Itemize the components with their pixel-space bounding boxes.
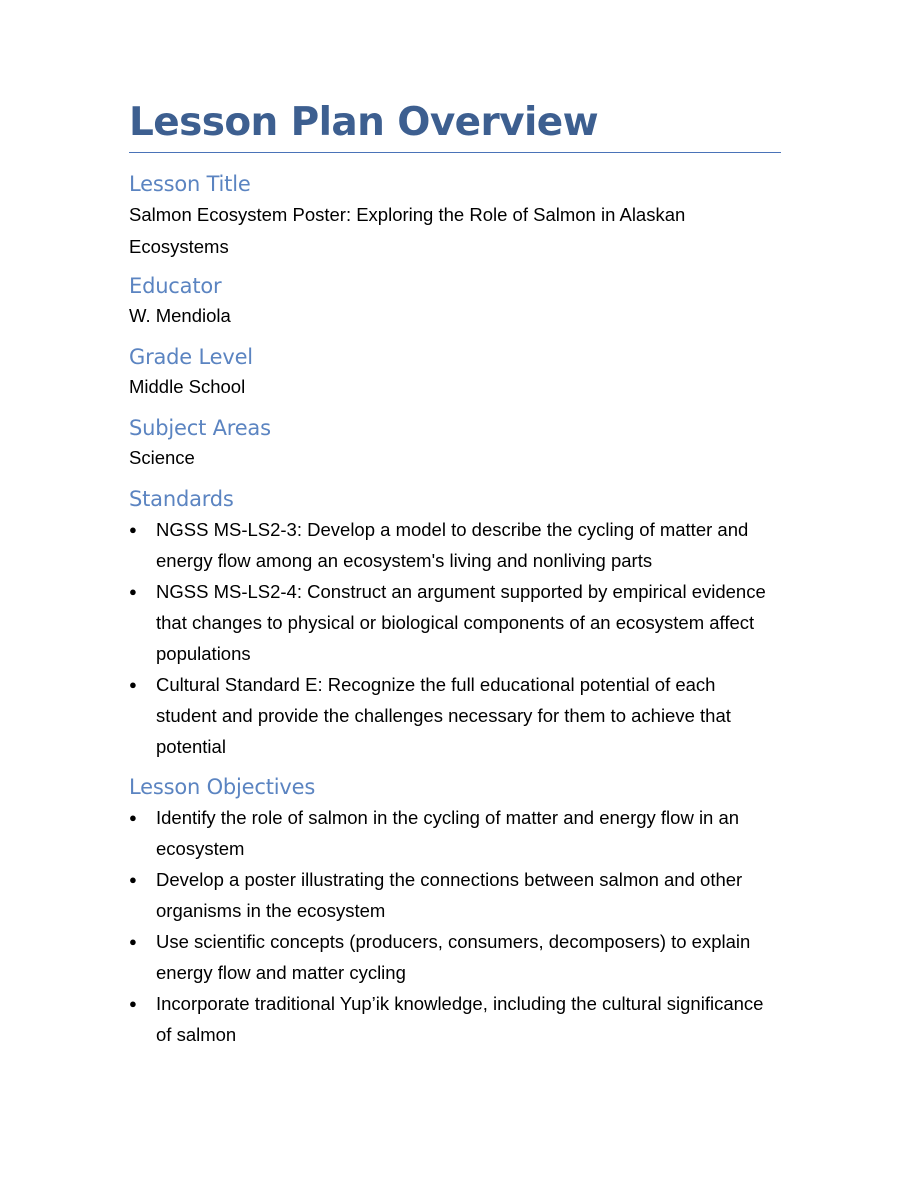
section-grade-level [129, 342, 781, 402]
lesson-title-value: Salmon Ecosystem Poster: Exploring the Role of Salmon in Alaskan Ecosystems [129, 204, 686, 257]
list-item [129, 514, 781, 576]
section-objectives [129, 772, 781, 1050]
bullet-icon: ● [129, 996, 137, 1011]
bullet-icon: ● [129, 934, 137, 949]
grade-level-value: Middle School [129, 376, 246, 397]
standard-text: NGSS MS-LS2-4: Construct an argument supported by empirical evidence that changes to physical or biological components of an ecosystem affect populations [156, 581, 766, 664]
objective-text: Use scientific concepts (producers, consumers, decomposers) to explain energy flow and matter cycling [156, 931, 751, 983]
list-item [129, 669, 781, 762]
list-item [129, 864, 781, 926]
lesson-plan-document [129, 98, 781, 1050]
bullet-icon: ● [129, 584, 137, 599]
objectives-heading: Lesson Objectives [129, 775, 316, 799]
standards-heading: Standards [129, 487, 234, 511]
list-item [129, 576, 781, 669]
educator-value: W. Mendiola [129, 305, 231, 326]
bullet-icon: ● [129, 522, 137, 537]
lesson-title-heading: Lesson Title [129, 172, 251, 196]
subject-areas-value: Science [129, 447, 195, 468]
objective-text: Incorporate traditional Yup’ik knowledge, including the cultural significance of salmon [156, 993, 764, 1045]
objective-text: Identify the role of salmon in the cycling of matter and energy flow in an ecosystem [156, 807, 740, 859]
bullet-icon: ● [129, 872, 137, 887]
page-title: Lesson Plan Overview [129, 100, 599, 145]
title-divider [129, 152, 781, 153]
grade-level-heading: Grade Level [129, 345, 253, 369]
standard-text: Cultural Standard E: Recognize the full educational potential of each student and provide the challenges necessary for them to achieve that potential [156, 674, 731, 757]
objectives-list [129, 802, 781, 1050]
section-standards [129, 484, 781, 762]
section-lesson-title [129, 169, 781, 262]
list-item [129, 802, 781, 864]
section-subject-areas [129, 413, 781, 473]
list-item [129, 926, 781, 988]
list-item [129, 988, 781, 1050]
standards-list [129, 514, 781, 762]
subject-areas-heading: Subject Areas [129, 416, 271, 440]
standard-text: NGSS MS-LS2-3: Develop a model to describe the cycling of matter and energy flow among an ecosystem's living and nonliving parts [156, 519, 749, 571]
bullet-icon: ● [129, 810, 137, 825]
educator-heading: Educator [129, 274, 222, 298]
section-educator [129, 271, 781, 331]
bullet-icon: ● [129, 677, 137, 692]
objective-text: Develop a poster illustrating the connections between salmon and other organisms in the ecosystem [156, 869, 743, 921]
